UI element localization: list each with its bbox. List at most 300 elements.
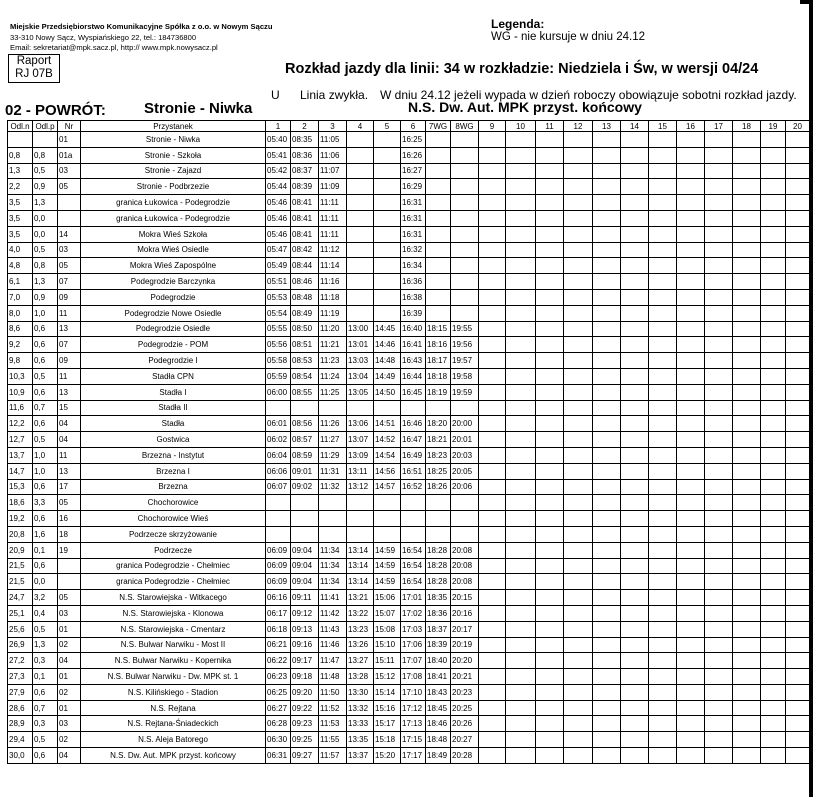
empty-cell	[506, 447, 536, 463]
stop-name: Brzezna	[81, 479, 266, 495]
table-row	[8, 289, 810, 305]
departure-time: 06:27	[266, 700, 291, 716]
departure-time: 08:36	[291, 147, 319, 163]
departure-time: 13:37	[347, 748, 374, 764]
empty-cell	[677, 700, 705, 716]
empty-cell	[705, 337, 733, 353]
empty-cell	[705, 305, 733, 321]
departure-time: 08:57	[291, 432, 319, 448]
stop-name: Podegrodzie	[81, 289, 266, 305]
departure-time	[426, 210, 451, 226]
empty-cell	[786, 226, 810, 242]
table-row	[8, 242, 810, 258]
empty-cell	[649, 400, 677, 416]
departure-time	[451, 226, 479, 242]
empty-cell	[479, 337, 506, 353]
empty-cell	[479, 590, 506, 606]
empty-cell	[621, 305, 649, 321]
departure-time: 18:25	[426, 463, 451, 479]
distance-cell: 0,6	[33, 384, 58, 400]
empty-cell	[677, 337, 705, 353]
departure-time: 11:16	[319, 274, 347, 290]
empty-cell	[506, 621, 536, 637]
empty-cell	[786, 132, 810, 148]
distance-cell: 21,5	[8, 574, 33, 590]
empty-cell	[621, 700, 649, 716]
empty-cell	[705, 447, 733, 463]
departure-time: 08:44	[291, 258, 319, 274]
departure-time: 14:51	[374, 416, 401, 432]
empty-cell	[564, 495, 593, 511]
stop-name: N.S. Starowiejska - Klonowa	[81, 605, 266, 621]
empty-cell	[564, 684, 593, 700]
stop-name: Stronie - Niwka	[81, 132, 266, 148]
departure-time: 09:25	[291, 732, 319, 748]
distance-cell: 1,3	[8, 163, 33, 179]
departure-time: 11:48	[319, 669, 347, 685]
departure-time	[374, 242, 401, 258]
page-title: Rozkład jazdy dla linii: 34 w rozkładzie: Niedziela i Św, w wersji 04/24	[285, 61, 759, 77]
stop-number: 05	[58, 495, 81, 511]
departure-time	[451, 195, 479, 211]
departure-time: 15:18	[374, 732, 401, 748]
empty-cell	[506, 242, 536, 258]
empty-cell	[479, 447, 506, 463]
empty-cell	[705, 274, 733, 290]
departure-time	[426, 179, 451, 195]
empty-cell	[733, 621, 761, 637]
column-header: 16	[677, 121, 705, 132]
empty-cell	[564, 321, 593, 337]
empty-cell	[649, 242, 677, 258]
empty-cell	[677, 179, 705, 195]
departure-time: 13:14	[347, 574, 374, 590]
distance-cell: 1,3	[33, 637, 58, 653]
empty-cell	[733, 684, 761, 700]
empty-cell	[786, 526, 810, 542]
empty-cell	[705, 289, 733, 305]
departure-time	[374, 274, 401, 290]
departure-time: 05:56	[266, 337, 291, 353]
empty-cell	[733, 226, 761, 242]
distance-cell: 0,5	[33, 621, 58, 637]
departure-time: 08:37	[291, 163, 319, 179]
departure-time: 18:26	[426, 479, 451, 495]
distance-cell: 0,6	[33, 748, 58, 764]
empty-cell	[564, 574, 593, 590]
empty-cell	[677, 242, 705, 258]
empty-cell	[786, 147, 810, 163]
table-row	[8, 337, 810, 353]
stop-number	[58, 558, 81, 574]
empty-cell	[621, 179, 649, 195]
departure-time: 11:50	[319, 684, 347, 700]
empty-cell	[479, 147, 506, 163]
empty-cell	[761, 400, 786, 416]
empty-cell	[705, 384, 733, 400]
distance-cell: 7,0	[8, 289, 33, 305]
table-row	[8, 321, 810, 337]
empty-cell	[677, 716, 705, 732]
empty-cell	[705, 495, 733, 511]
empty-cell	[677, 447, 705, 463]
column-header: Przystanek	[81, 121, 266, 132]
empty-cell	[733, 195, 761, 211]
empty-cell	[536, 669, 564, 685]
empty-cell	[649, 748, 677, 764]
empty-cell	[733, 653, 761, 669]
table-row	[8, 558, 810, 574]
empty-cell	[761, 526, 786, 542]
departure-time: 17:06	[401, 637, 426, 653]
empty-cell	[761, 590, 786, 606]
distance-cell: 25,6	[8, 621, 33, 637]
column-header: 18	[733, 121, 761, 132]
empty-cell	[705, 732, 733, 748]
empty-cell	[479, 526, 506, 542]
empty-cell	[621, 684, 649, 700]
empty-cell	[786, 384, 810, 400]
column-header: 1	[266, 121, 291, 132]
departure-time	[426, 258, 451, 274]
table-row	[8, 542, 810, 558]
empty-cell	[705, 432, 733, 448]
departure-time: 11:55	[319, 732, 347, 748]
empty-cell	[786, 732, 810, 748]
departure-time: 06:01	[266, 416, 291, 432]
empty-cell	[593, 368, 621, 384]
empty-cell	[593, 574, 621, 590]
empty-cell	[564, 210, 593, 226]
stop-name: N.S. Bulwar Narwiku - Dw. MPK st. 1	[81, 669, 266, 685]
empty-cell	[705, 226, 733, 242]
empty-cell	[705, 621, 733, 637]
departure-time: 13:12	[347, 479, 374, 495]
departure-time	[291, 511, 319, 527]
empty-cell	[786, 479, 810, 495]
departure-time: 11:11	[319, 210, 347, 226]
departure-time: 05:59	[266, 368, 291, 384]
departure-time	[319, 526, 347, 542]
empty-cell	[677, 479, 705, 495]
departure-time: 05:51	[266, 274, 291, 290]
empty-cell	[593, 210, 621, 226]
departure-time: 06:00	[266, 384, 291, 400]
departure-time: 13:28	[347, 669, 374, 685]
distance-cell: 3,3	[33, 495, 58, 511]
empty-cell	[649, 669, 677, 685]
empty-cell	[733, 179, 761, 195]
empty-cell	[621, 748, 649, 764]
departure-time: 05:46	[266, 226, 291, 242]
departure-time	[347, 179, 374, 195]
empty-cell	[536, 258, 564, 274]
departure-time: 11:34	[319, 542, 347, 558]
empty-cell	[705, 542, 733, 558]
empty-cell	[733, 132, 761, 148]
departure-time: 16:39	[401, 305, 426, 321]
empty-cell	[621, 368, 649, 384]
empty-cell	[479, 653, 506, 669]
timetable	[7, 120, 810, 764]
distance-cell: 27,9	[8, 684, 33, 700]
stop-name: Stadła I	[81, 384, 266, 400]
departure-time: 05:42	[266, 163, 291, 179]
departure-time	[374, 400, 401, 416]
empty-cell	[649, 495, 677, 511]
stop-name: granica Łukowica - Podegrodzie	[81, 210, 266, 226]
departure-time: 16:26	[401, 147, 426, 163]
column-header: 19	[761, 121, 786, 132]
distance-cell: 0,1	[33, 542, 58, 558]
empty-cell	[621, 384, 649, 400]
departure-time: 13:07	[347, 432, 374, 448]
distance-cell: 30,0	[8, 748, 33, 764]
empty-cell	[479, 605, 506, 621]
empty-cell	[621, 605, 649, 621]
stop-number: 03	[58, 242, 81, 258]
empty-cell	[761, 447, 786, 463]
stop-number: 11	[58, 447, 81, 463]
stop-name: Stadła	[81, 416, 266, 432]
stop-number: 13	[58, 384, 81, 400]
departure-time: 15:14	[374, 684, 401, 700]
departure-time: 18:40	[426, 653, 451, 669]
empty-cell	[479, 574, 506, 590]
departure-time: 11:57	[319, 748, 347, 764]
empty-cell	[593, 353, 621, 369]
departure-time: 13:27	[347, 653, 374, 669]
departure-time: 05:53	[266, 289, 291, 305]
departure-time: 17:12	[401, 700, 426, 716]
departure-time	[347, 226, 374, 242]
empty-cell	[786, 558, 810, 574]
empty-cell	[677, 574, 705, 590]
departure-time: 18:48	[426, 732, 451, 748]
departure-time: 13:14	[347, 558, 374, 574]
empty-cell	[506, 305, 536, 321]
departure-time	[374, 132, 401, 148]
departure-time: 05:41	[266, 147, 291, 163]
empty-cell	[733, 147, 761, 163]
stop-name: Podegrodzie Barczynka	[81, 274, 266, 290]
column-header: 17	[705, 121, 733, 132]
departure-time: 11:09	[319, 179, 347, 195]
distance-cell: 9,8	[8, 353, 33, 369]
departure-time: 18:17	[426, 353, 451, 369]
empty-cell	[564, 479, 593, 495]
column-header: 6	[401, 121, 426, 132]
stop-name: N.S. Bulwar Narwiku - Most II	[81, 637, 266, 653]
empty-cell	[786, 495, 810, 511]
departure-time	[451, 179, 479, 195]
empty-cell	[733, 353, 761, 369]
empty-cell	[649, 542, 677, 558]
empty-cell	[593, 226, 621, 242]
distance-cell: 15,3	[8, 479, 33, 495]
stop-number: 13	[58, 463, 81, 479]
empty-cell	[649, 337, 677, 353]
empty-cell	[479, 558, 506, 574]
empty-cell	[479, 289, 506, 305]
empty-cell	[733, 321, 761, 337]
departure-time: 13:03	[347, 353, 374, 369]
empty-cell	[649, 732, 677, 748]
empty-cell	[677, 321, 705, 337]
departure-time: 13:30	[347, 684, 374, 700]
empty-cell	[593, 637, 621, 653]
stop-number: 09	[58, 353, 81, 369]
empty-cell	[506, 748, 536, 764]
empty-cell	[564, 558, 593, 574]
departure-time	[291, 400, 319, 416]
departure-time: 20:25	[451, 700, 479, 716]
departure-time: 17:10	[401, 684, 426, 700]
empty-cell	[677, 590, 705, 606]
departure-time: 18:41	[426, 669, 451, 685]
empty-cell	[761, 274, 786, 290]
table-row	[8, 463, 810, 479]
empty-cell	[786, 605, 810, 621]
stop-name: N.S. Rejtana	[81, 700, 266, 716]
departure-time: 09:11	[291, 590, 319, 606]
stop-name: Chochorowice	[81, 495, 266, 511]
empty-cell	[761, 653, 786, 669]
table-row	[8, 637, 810, 653]
empty-cell	[761, 210, 786, 226]
departure-time: 20:27	[451, 732, 479, 748]
departure-time: 14:50	[374, 384, 401, 400]
stop-number: 02	[58, 684, 81, 700]
empty-cell	[593, 416, 621, 432]
departure-time	[347, 132, 374, 148]
empty-cell	[786, 621, 810, 637]
distance-cell: 10,3	[8, 368, 33, 384]
empty-cell	[536, 684, 564, 700]
stop-name: Podegrodzie I	[81, 353, 266, 369]
table-row	[8, 669, 810, 685]
empty-cell	[536, 558, 564, 574]
departure-time: 08:48	[291, 289, 319, 305]
empty-cell	[733, 305, 761, 321]
empty-cell	[761, 432, 786, 448]
empty-cell	[479, 353, 506, 369]
departure-time: 18:16	[426, 337, 451, 353]
raport-code: RJ 07B	[15, 67, 53, 80]
empty-cell	[705, 700, 733, 716]
departure-time: 20:19	[451, 637, 479, 653]
empty-cell	[677, 384, 705, 400]
empty-cell	[786, 179, 810, 195]
empty-cell	[761, 732, 786, 748]
departure-time	[347, 147, 374, 163]
empty-cell	[677, 748, 705, 764]
distance-cell: 12,2	[8, 416, 33, 432]
departure-time: 11:05	[319, 132, 347, 148]
departure-time: 05:46	[266, 195, 291, 211]
empty-cell	[593, 305, 621, 321]
departure-time: 09:12	[291, 605, 319, 621]
stop-name: Stadła II	[81, 400, 266, 416]
empty-cell	[786, 511, 810, 527]
departure-time	[426, 147, 451, 163]
empty-cell	[506, 495, 536, 511]
empty-cell	[649, 605, 677, 621]
table-row	[8, 258, 810, 274]
empty-cell	[649, 684, 677, 700]
empty-cell	[506, 574, 536, 590]
departure-time: 13:00	[347, 321, 374, 337]
empty-cell	[506, 526, 536, 542]
table-row	[8, 384, 810, 400]
distance-cell: 21,5	[8, 558, 33, 574]
empty-cell	[786, 353, 810, 369]
departure-time: 19:56	[451, 337, 479, 353]
distance-cell: 19,2	[8, 511, 33, 527]
distance-cell: 0,6	[33, 321, 58, 337]
distance-cell: 1,3	[33, 195, 58, 211]
table-row	[8, 716, 810, 732]
departure-time	[426, 242, 451, 258]
empty-cell	[479, 226, 506, 242]
company-address: 33-310 Nowy Sącz, Wyspiańskiego 22, tel.: 184736800	[10, 33, 197, 42]
empty-cell	[536, 321, 564, 337]
stop-number: 04	[58, 432, 81, 448]
departure-time: 17:07	[401, 653, 426, 669]
empty-cell	[506, 605, 536, 621]
stop-number: 03	[58, 163, 81, 179]
stop-name: granica Podegrodzie - Chełmiec	[81, 558, 266, 574]
empty-cell	[536, 353, 564, 369]
stop-number: 01a	[58, 147, 81, 163]
empty-cell	[593, 289, 621, 305]
stop-number: 04	[58, 653, 81, 669]
distance-cell: 9,2	[8, 337, 33, 353]
departure-time: 08:39	[291, 179, 319, 195]
empty-cell	[536, 748, 564, 764]
empty-cell	[536, 621, 564, 637]
empty-cell	[649, 558, 677, 574]
empty-cell	[786, 210, 810, 226]
empty-cell	[677, 353, 705, 369]
empty-cell	[593, 748, 621, 764]
distance-cell: 0,6	[33, 353, 58, 369]
empty-cell	[564, 368, 593, 384]
departure-time: 16:34	[401, 258, 426, 274]
empty-cell	[786, 274, 810, 290]
legend-text: WG - nie kursuje w dniu 24.12	[491, 31, 646, 43]
departure-time	[426, 226, 451, 242]
stop-number: 16	[58, 511, 81, 527]
column-header: 7WG	[426, 121, 451, 132]
empty-cell	[705, 511, 733, 527]
departure-time: 06:07	[266, 479, 291, 495]
empty-cell	[593, 163, 621, 179]
distance-cell: 0,0	[33, 210, 58, 226]
departure-time: 20:16	[451, 605, 479, 621]
departure-time	[451, 511, 479, 527]
departure-time: 18:28	[426, 558, 451, 574]
empty-cell	[621, 210, 649, 226]
empty-cell	[564, 416, 593, 432]
empty-cell	[564, 590, 593, 606]
empty-cell	[649, 716, 677, 732]
empty-cell	[677, 605, 705, 621]
stop-name: Stronie - Podbrzezie	[81, 179, 266, 195]
column-header: 15	[649, 121, 677, 132]
empty-cell	[621, 590, 649, 606]
empty-cell	[564, 653, 593, 669]
